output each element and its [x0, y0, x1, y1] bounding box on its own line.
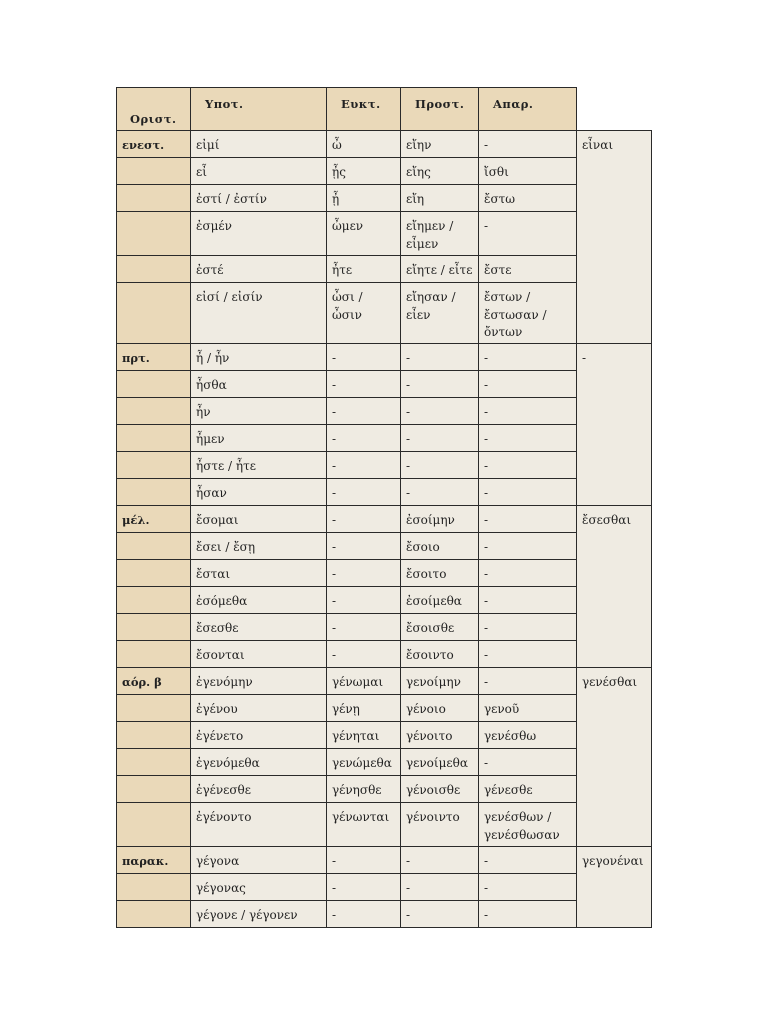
indicative-cell: ἐγένεσθε — [191, 776, 327, 803]
subjunctive-cell: - — [327, 371, 401, 398]
indicative-cell: ἔσονται — [191, 641, 327, 668]
optative-cell: εἴησαν / εἶεν — [401, 283, 479, 344]
subjunctive-cell: γένωνται — [327, 803, 401, 847]
tense-cell — [117, 874, 191, 901]
optative-cell: γένοισθε — [401, 776, 479, 803]
table-row — [117, 398, 652, 425]
header-row — [117, 88, 652, 131]
tense-cell — [117, 256, 191, 283]
table-row — [117, 641, 652, 668]
indicative-cell: εἰμί — [191, 131, 327, 158]
subjunctive-cell: - — [327, 560, 401, 587]
indicative-cell: γέγονα — [191, 847, 327, 874]
tense-cell — [117, 722, 191, 749]
tense-cell — [117, 641, 191, 668]
optative-cell: ἔσοιο — [401, 533, 479, 560]
indicative-cell: ἦσαν — [191, 479, 327, 506]
table-row — [117, 479, 652, 506]
optative-cell: ἔσοιτο — [401, 560, 479, 587]
table-row — [117, 283, 652, 344]
header-spacer — [577, 88, 652, 131]
table-row — [117, 587, 652, 614]
imperative-cell: - — [479, 506, 577, 533]
indicative-cell: ἦμεν — [191, 425, 327, 452]
tense-cell — [117, 371, 191, 398]
infinitive-cell: ἔσεσθαι — [577, 506, 652, 668]
optative-cell: γενοίμεθα — [401, 749, 479, 776]
table-row — [117, 722, 652, 749]
imperative-cell: - — [479, 371, 577, 398]
tense-cell — [117, 398, 191, 425]
imperative-cell: ἔστω — [479, 185, 577, 212]
table-row — [117, 371, 652, 398]
header-indicative: Οριστ. — [117, 88, 191, 131]
imperative-cell: ἔστων / ἔστωσαν / ὄντων — [479, 283, 577, 344]
imperative-cell: - — [479, 344, 577, 371]
indicative-cell: ἐγένου — [191, 695, 327, 722]
subjunctive-cell: - — [327, 506, 401, 533]
table-row — [117, 344, 652, 371]
tense-cell — [117, 695, 191, 722]
tense-cell — [117, 776, 191, 803]
optative-cell: ἔσοισθε — [401, 614, 479, 641]
header-optative: Ευκτ. — [327, 88, 401, 131]
subjunctive-cell: ᾖς — [327, 158, 401, 185]
infinitive-cell: - — [577, 344, 652, 506]
subjunctive-cell: - — [327, 641, 401, 668]
table-row — [117, 256, 652, 283]
tense-cell — [117, 212, 191, 256]
imperative-cell: - — [479, 452, 577, 479]
imperative-cell: - — [479, 587, 577, 614]
header-infinitive: Απαρ. — [479, 88, 577, 131]
conjugation-table — [116, 87, 652, 928]
tense-cell — [117, 425, 191, 452]
indicative-cell: γέγονας — [191, 874, 327, 901]
imperative-cell: - — [479, 425, 577, 452]
table-row — [117, 425, 652, 452]
tense-cell — [117, 560, 191, 587]
table-row — [117, 158, 652, 185]
subjunctive-cell: γένῃ — [327, 695, 401, 722]
imperative-cell: - — [479, 614, 577, 641]
indicative-cell: εἶ — [191, 158, 327, 185]
imperative-cell: γένεσθε — [479, 776, 577, 803]
subjunctive-cell: - — [327, 614, 401, 641]
optative-cell: γένοιτο — [401, 722, 479, 749]
optative-cell: - — [401, 371, 479, 398]
header-imperative: Προστ. — [401, 88, 479, 131]
table-row — [117, 560, 652, 587]
imperative-cell: - — [479, 847, 577, 874]
tense-cell — [117, 479, 191, 506]
subjunctive-cell: γένωμαι — [327, 668, 401, 695]
tense-cell — [117, 452, 191, 479]
tense-cell — [117, 587, 191, 614]
optative-cell: ἔσοιντο — [401, 641, 479, 668]
optative-cell: - — [401, 901, 479, 928]
tense-cell — [117, 749, 191, 776]
subjunctive-cell: - — [327, 587, 401, 614]
tense-cell — [117, 901, 191, 928]
table-row — [117, 901, 652, 928]
subjunctive-cell: - — [327, 479, 401, 506]
indicative-cell: ἐγενόμεθα — [191, 749, 327, 776]
tense-label: πρτ. — [117, 344, 191, 371]
tense-cell — [117, 185, 191, 212]
subjunctive-cell: ὦσι / ὦσιν — [327, 283, 401, 344]
optative-cell: εἴητε / εἶτε — [401, 256, 479, 283]
subjunctive-cell: γενώμεθα — [327, 749, 401, 776]
indicative-cell: ἦν — [191, 398, 327, 425]
indicative-cell: ἐγένετο — [191, 722, 327, 749]
indicative-cell: ἔσται — [191, 560, 327, 587]
table-row — [117, 212, 652, 256]
indicative-cell: ἐστί / ἐστίν — [191, 185, 327, 212]
indicative-cell: ἐσόμεθα — [191, 587, 327, 614]
tense-cell — [117, 283, 191, 344]
subjunctive-cell: - — [327, 452, 401, 479]
subjunctive-cell: - — [327, 533, 401, 560]
table-row — [117, 874, 652, 901]
indicative-cell: γέγονε / γέγονεν — [191, 901, 327, 928]
table-row — [117, 452, 652, 479]
subjunctive-cell: - — [327, 425, 401, 452]
tense-cell — [117, 533, 191, 560]
indicative-cell: εἰσί / εἰσίν — [191, 283, 327, 344]
imperative-cell: γενέσθων / γενέσθωσαν — [479, 803, 577, 847]
subjunctive-cell: - — [327, 344, 401, 371]
subjunctive-cell: γένησθε — [327, 776, 401, 803]
imperative-cell: - — [479, 560, 577, 587]
tense-label: παρακ. — [117, 847, 191, 874]
imperative-cell: - — [479, 533, 577, 560]
optative-cell: εἴης — [401, 158, 479, 185]
tense-label: αόρ. β — [117, 668, 191, 695]
indicative-cell: ἔσει / ἔσῃ — [191, 533, 327, 560]
optative-cell: ἐσοίμην — [401, 506, 479, 533]
optative-cell: - — [401, 452, 479, 479]
imperative-cell: - — [479, 479, 577, 506]
indicative-cell: ἦστε / ἦτε — [191, 452, 327, 479]
indicative-cell: ἐγενόμην — [191, 668, 327, 695]
table-row — [117, 506, 652, 533]
optative-cell: - — [401, 398, 479, 425]
indicative-cell: ἔσεσθε — [191, 614, 327, 641]
table-row — [117, 749, 652, 776]
tense-label: μέλ. — [117, 506, 191, 533]
subjunctive-cell: - — [327, 847, 401, 874]
infinitive-cell: γενέσθαι — [577, 668, 652, 847]
subjunctive-cell: - — [327, 398, 401, 425]
optative-cell: - — [401, 344, 479, 371]
subjunctive-cell: ἦτε — [327, 256, 401, 283]
optative-cell: εἴη — [401, 185, 479, 212]
tense-cell — [117, 614, 191, 641]
tense-cell — [117, 803, 191, 847]
header-subjunctive: Υποτ. — [191, 88, 327, 131]
optative-cell: - — [401, 425, 479, 452]
infinitive-cell: γεγονέναι — [577, 847, 652, 928]
subjunctive-cell: ᾖ — [327, 185, 401, 212]
subjunctive-cell: γένηται — [327, 722, 401, 749]
imperative-cell: - — [479, 641, 577, 668]
tense-label: ενεστ. — [117, 131, 191, 158]
table-row — [117, 695, 652, 722]
subjunctive-cell: - — [327, 901, 401, 928]
optative-cell: - — [401, 847, 479, 874]
imperative-cell: ἔστε — [479, 256, 577, 283]
imperative-cell: - — [479, 668, 577, 695]
imperative-cell: - — [479, 131, 577, 158]
subjunctive-cell: ὦμεν — [327, 212, 401, 256]
table-row — [117, 776, 652, 803]
imperative-cell: - — [479, 749, 577, 776]
optative-cell: εἴημεν / εἶμεν — [401, 212, 479, 256]
indicative-cell: ἦ / ἦν — [191, 344, 327, 371]
infinitive-cell: εἶναι — [577, 131, 652, 344]
optative-cell: - — [401, 874, 479, 901]
subjunctive-cell: ὦ — [327, 131, 401, 158]
indicative-cell: ἐστέ — [191, 256, 327, 283]
indicative-cell: ἐγένοντο — [191, 803, 327, 847]
optative-cell: γενοίμην — [401, 668, 479, 695]
tense-cell — [117, 158, 191, 185]
imperative-cell: - — [479, 874, 577, 901]
imperative-cell: ἴσθι — [479, 158, 577, 185]
imperative-cell: γενέσθω — [479, 722, 577, 749]
indicative-cell: ἔσομαι — [191, 506, 327, 533]
optative-cell: γένοιντο — [401, 803, 479, 847]
imperative-cell: - — [479, 901, 577, 928]
table-row — [117, 131, 652, 158]
indicative-cell: ἐσμέν — [191, 212, 327, 256]
optative-cell: γένοιο — [401, 695, 479, 722]
imperative-cell: - — [479, 398, 577, 425]
table-row — [117, 533, 652, 560]
subjunctive-cell: - — [327, 874, 401, 901]
table-row — [117, 614, 652, 641]
table-row — [117, 803, 652, 847]
imperative-cell: γενοῦ — [479, 695, 577, 722]
table-row — [117, 185, 652, 212]
optative-cell: εἴην — [401, 131, 479, 158]
table-row — [117, 668, 652, 695]
imperative-cell: - — [479, 212, 577, 256]
optative-cell: ἐσοίμεθα — [401, 587, 479, 614]
indicative-cell: ἦσθα — [191, 371, 327, 398]
optative-cell: - — [401, 479, 479, 506]
table-row — [117, 847, 652, 874]
